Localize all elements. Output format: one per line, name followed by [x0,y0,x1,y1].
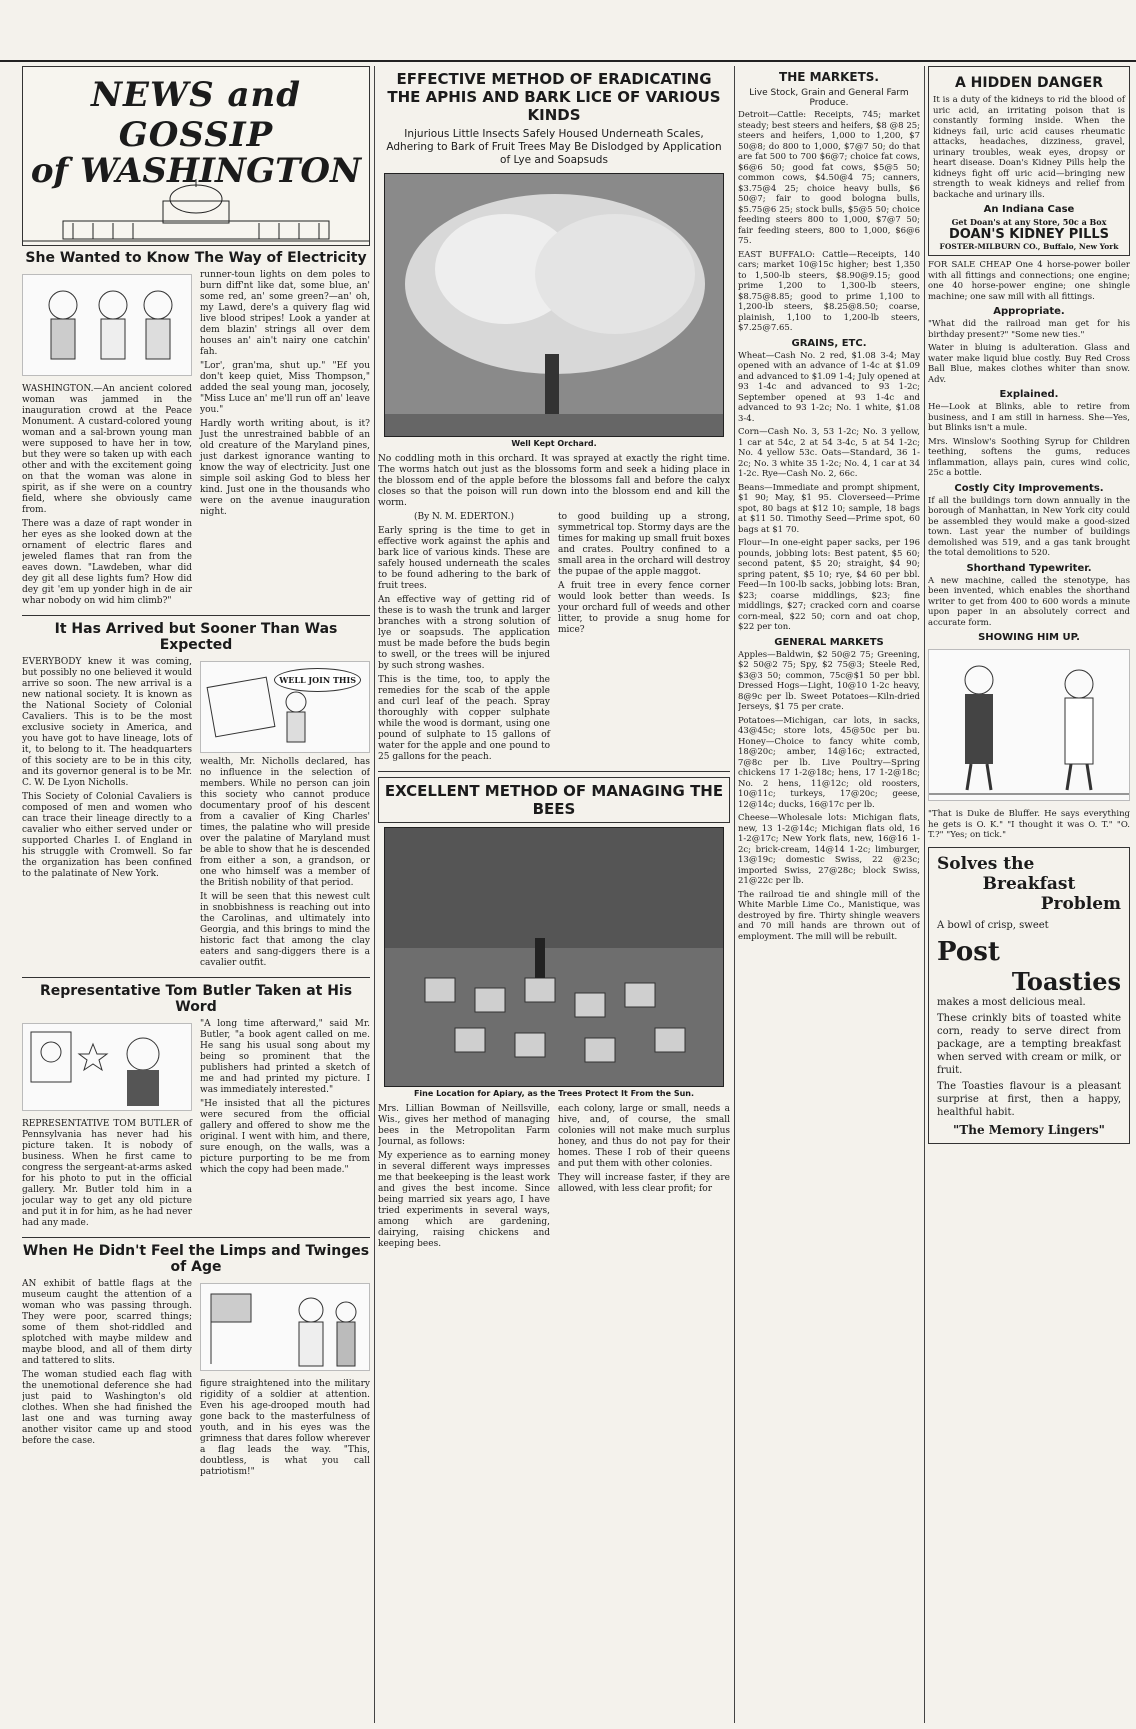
paragraph: It will be seen that this newest cult in snobbishness is reaching out into the Carolinas, and ultimately into Georgia, and this brings to mind the historic fact that among the clay eaters and sang-diggers there is a cavalier outfit. [200,892,370,968]
column-rule [374,66,375,1723]
paragraph: There was a daze of rapt wonder in her eyes as she looked down at the ornament of electric flares and jeweled flames that ran from the eaves down. "Lawdeben, whar did dey git all dese lights fum? How did dey git 'em up yonder high in de air whar nobody on wid him climb?" [22,519,192,606]
paragraph: "He insisted that all the pictures were secured from the official gallery and offered to show me the original. I went with him, and there, sure enough, on the walls, was a picture purporting to be me from which the copy had been made." [200,1099,370,1175]
paragraph: This is the time, too, to apply the remedies for the scab of the apple and curl leaf of the peach. Spray thoroughly with copper sulphate while the wood is dormant, using one pound of sulphate to 15 gallons of water for the apple and one pound to 25 gallons for the peach. [378,675,550,762]
ad-line: Problem [1040,893,1121,914]
paragraph: "A long time afterward," said Mr. Butler, "a book agent called on me. He sang his usual song about my being so prominent that the publishers had printed a sketch of me and had printed my picture. I was immediately interested." [200,1019,370,1095]
cartoon-illustration [200,661,370,753]
paragraph: Corn—Cash No. 3, 53 1-2c; No. 3 yellow, 1 car at 54c, 2 at 54 3-4c, 5 at 54 1-2c; No. 4 yellow 53c. Oats—Standard, 36 1-2c; No. 3 white 35 1-2c; No. 4, 1 car at 34 1-2c. Rye—Cash No. 2, 66c. [738,427,920,479]
woman-illustration [22,274,192,376]
explained-head: Explained. [999,389,1059,400]
paragraph: "What did the railroad man get for his birthday present?" "Some new ties." [928,319,1130,340]
masthead-subtitle: of WASHINGTON [30,151,362,191]
apiary-drawing [385,828,724,1086]
paragraph: He—Look at Blinks, able to retire from business, and I am still in harness. She—Yes, but Blinks isn't a mule. [928,402,1130,433]
headline-bees: EXCELLENT METHOD OF MANAGING THE BEES [378,777,730,823]
paragraph: WASHINGTON.—An ancient colored woman was jammed in the inauguration crowd at the Peace Monument. A custard-colored young woman and a sal-brown young man were supposed to have her in tow, but they were so taken up with each other and with the excitement going on that the woman was alone in spirit, as if she were on a country field, where she obviously came from. [22,384,192,515]
paragraph: EAST BUFFALO: Cattle—Receipts, 140 cars; market 10@15c higher; best 1,350 to 1,500-lb steers, $8.90@9.15; good prime 1,200 to 1,300-lb steers, $8.75@8.85; good to prime 1,100 to 1,200-lb steers, $8.25@8.50; coarse, plainish, 1,100 to 1,200-lb steers, $7.25@7.65. [738,249,920,333]
ad-line: A bowl of crisp, sweet [937,919,1049,931]
paragraph: This Society of Colonial Cavaliers is composed of men and women who can trace their lineage directly to a cavalier who either served under or supported Charles I. of England in his struggle with Cromwell. So far the organization has been confined to the palatinate of New York. [22,792,192,879]
divider [378,771,730,772]
headline-aphis: EFFECTIVE METHOD OF ERADICATING THE APHIS AND BARK LICE OF VARIOUS KINDS [387,70,721,124]
paragraph: Potatoes—Michigan, car lots, in sacks, 43@45c; store lots, 45@50c per bu. Honey—Choice to fancy white comb, 18@20c; amber, 14@16c; extracted, 7@8c per lb. Live Poultry—Spring chickens 17 1-2@18c; hens, 17 1-2@18c; No. 2 hens, 11@12c; old roosters, 10@11c; turkeys, 17@20c; geese, 12@14c; ducks, 16@17c per lb. [738,715,920,810]
paragraph: Water in bluing is adulteration. Glass and water make liquid blue costly. Buy Red Cross Ball Blue, makes clothes whiter than snow. Adv. [928,343,1130,385]
paragraph: The Toasties flavour is a pleasant surprise at first, then a happy, healthful habit. [937,1080,1121,1118]
markets-subhead: Live Stock, Grain and General Farm Produce. [749,88,909,108]
column-ads [928,66,1130,1723]
for-sale-notice: FOR SALE CHEAP One 4 horse-power boiler with all fittings and connections; one engine; one 40 horse-power engine; one shingle machine; one saw mill with all fittings. [928,260,1130,302]
ad-tagline: "The Memory Lingers" [953,1122,1105,1137]
masthead-title: NEWS and GOSSIP [90,75,302,155]
paragraph: Wheat—Cash No. 2 red, $1.08 3-4; May opened with an advance of 1-4c at $1.09 and advanced to $1.09 1-4; July opened at 93 1-4c and advanced to 93 1-2c; September opened at 93 1-4c and advanced to 93 1-2c; No. 1 white, $1.08 3-4. [738,350,920,424]
top-rule [0,60,1136,62]
paragraph: Hardly worth writing about, is it? Just the unrestrained babble of an old creature of the Maryland pines, just darkest ignorance wanting to know the way of electricity. Just one simple soil asking God to bless her kind. Just one in the thousands who were on the avenue inauguration night. [200,419,370,517]
deck: Injurious Little Insects Safely Housed Underneath Scales, Adhering to Bark of Fruit Trees May Be Dislodged by Application of Lye and Soapsuds [386,128,722,166]
appropriate-head: Appropriate. [993,306,1065,317]
markets-headline: THE MARKETS. [779,70,879,84]
flags-illustration [200,1283,370,1371]
paragraph: It is a duty of the kidneys to rid the blood of uric acid, an irritating poison that is constantly forming inside. When the kidneys fail, uric acid causes rheumatic attacks, headaches, dizziness, gravel, urinary troubles, weak eyes, dropsy or heart disease. Doan's Kidney Pills help the kidneys fight off uric acid—bringing new strength to weak kidneys and relief from backache and urinary ills. [933,95,1125,200]
paragraph: REPRESENTATIVE TOM BUTLER of Pennsylvania has never had his picture taken. It is nobody of business. When he first came to congress the sergeant-at-arms asked for his photo to put in the official gallery. Mr. Butler told him in a jocular way to get any old picture and put it in for him, as he had never had any made. [22,1119,193,1228]
ad-line: Solves the [937,853,1035,874]
paragraph: Flour—In one-eight paper sacks, per 196 pounds, jobbing lots: Best patent, $5 60; second patent, $5 20; straight, $4 90; spring patent, $5 10; rye, $4 60 per bbl. Feed—In 100-lb sacks, jobbing lots: Bran, $23; coarse middlings, $23; fine middlings, $27; cracked corn and coarse corn-meal, $22 50; corn and oat chop, $22 per ton. [738,538,920,632]
paragraph: The railroad tie and shingle mill of the White Marble Lime Co., Manistique, was destroyed by fire. Thirty shingle weavers and 70 mill hands are thrown out of employment. The mill will be rebuilt. [738,889,920,942]
ad-price: Get Doan's at any Store, 50c a Box [951,217,1107,227]
costly-head: Costly City Improvements. [954,482,1104,494]
paragraph: Mrs. Winslow's Soothing Syrup for Children teething, softens the gums, reduces inflammation, allays pain, cures wind colic, 25c a bottle. [928,436,1130,478]
headline-flags: When He Didn't Feel the Limps and Twinges of Age [22,1243,370,1275]
apiary-photo [384,827,724,1087]
byline: (By N. M. EDERTON.) [413,512,515,522]
paragraph: A fruit tree in every fence corner would look better than weeds. Is your orchard full of weeds and other litter, to provide a snug home for mice? [558,581,730,635]
paragraph: The woman studied each flag with the unemotional deference she had just paid to Washington's old clothes. When she had finished the last one and was turning away another visitor came up and stood before the case. [22,1370,192,1446]
shorthand-head: Shorthand Typewriter. [966,562,1092,574]
paragraph: wealth, Mr. Nicholls declared, has no influence in the selection of members. While no person can join this society who cannot produce documentary proof of his descent from a cavalier of King Charles' times, the palatine who will preside over the palatine of Maryland must be able to show that he is descended from either a son, a grandson, or one who himself was a member of the British nobility of that period. [200,757,370,888]
masthead [22,66,370,246]
headline-electricity: She Wanted to Know The Way of Electricity [25,250,367,266]
post-toasties-ad [928,847,1130,1144]
paragraph: "Lor', gran'ma, shut up." "Ef you don't keep quiet, Miss Thompson," added the seal young man, jocosely, "Miss Luce an' me'll run off an' leave you." [200,361,370,415]
doans-ad [928,66,1130,256]
ad-brand-toasties: Toasties [1011,966,1121,996]
column-gossip [22,66,370,1723]
paragraph: These crinkly bits of toasted white corn, ready to serve direct from package, are a tempting breakfast when served with cream or milk, or fruit. [937,1012,1121,1076]
portrait-illustration [22,1023,192,1111]
paragraph: runner-toun lights on dem poles to burn diff'nt like dat, some blue, an' some red, an' some green?—an' oh, my Lawd, dere's a quivery flag wid live blood stripes! Look a yander at dem blazin' strings all over dem houses an' ain't nairy one catchin' fah. [200,270,370,357]
paragraph: Early spring is the time to get in effective work against the aphis and bark lice of various kinds. These are safely housed underneath the scales to be found adhering to the bark of fruit trees. [378,526,550,591]
grains-subhead: GRAINS, ETC. [791,337,867,349]
capitol-illustration [23,175,369,245]
paragraph: No coddling moth in this orchard. It was sprayed at exactly the right time. The worms hatch out just as the blossoms form and seek a hiding place in the blossom end of the apple before the blossoms fall and before the calyx closes so that the poison will run down into the blossom end and kill the worm. [378,454,730,508]
divider [22,977,370,978]
paragraph: figure straightened into the military rigidity of a soldier at attention. Even his age-drooped mouth had gone back to the masterfulness of youth, and in his eyes was the grimness that dares follow wherever a flag leads the way. "This, doubtless, is what you call patriotism!" [200,1379,370,1477]
ad-brand: DOAN'S KIDNEY PILLS [949,227,1109,242]
ad-line: Breakfast [982,873,1076,894]
paragraph: makes a most delicious meal. [937,996,1086,1008]
paragraph: each colony, large or small, needs a hive, and, of course, the small colonies will not make much surplus honey, and thus do not pay for their homes. These I rob of their queens and put them with other colonies. [558,1104,730,1169]
column-rule [924,66,925,1723]
photo-caption: Well Kept Orchard. [511,439,597,448]
cartoon-caption: "That is Duke de Bluffer. He says everything he gets is O. K." "I thought it was O. T." "O. T.?" "Yes; on tick." [928,809,1130,840]
orchard-drawing [385,174,724,436]
headline-cavaliers: It Has Arrived but Sooner Than Was Expected [54,621,338,653]
paragraph: They will increase faster, if they are allowed, with less clear profit; for [558,1173,730,1194]
paragraph: Beans—Immediate and prompt shipment, $1 90; May, $1 95. Cloverseed—Prime spot, 80 bags at $12 10; sample, 18 bags at $11 50. Timothy Seed—Prime spot, 60 bags at $1 70. [738,482,920,535]
paragraph: Apples—Baldwin, $2 50@2 75; Greening, $2 50@2 75; Spy, $2 75@3; Steele Red, $3@3 50; common, 75c@$1 50 per bbl. Dressed Hogs—Light, 10@10 1-2c heavy, 8@9c per lb. Sweet Potatoes—Kiln-dried Jerseys, $1 75 per crate. [738,649,920,712]
column-rule [734,66,735,1723]
photo-caption: Fine Location for Apiary, as the Trees Protect It From the Sun. [413,1089,695,1098]
paragraph: If all the buildings torn down annually in the borough of Manhattan, in New York city could be assembled they would make a good-sized town. Last year the number of buildings demolished was 519, and a gas tank brought the total demolitions to 520. [928,495,1130,558]
paragraph: My experience as to earning money in several different ways impresses me that beekeeping is the least work and gives the best income. Since being married six years ago, I have tried experiments in several ways, among which are gardening, dairying, raising chickens and keeping bees. [378,1151,550,1249]
cartoon-figures [928,649,1130,801]
cartoon-head: SHOWING HIM UP. [978,632,1080,643]
paragraph: Detroit—Cattle: Receipts, 745; market steady; best steers and heifers, $8 @8 25; steers and heifers, 1,000 to 1,200, $7 50@8; do 800 to 1,000, $7@7 50; do that are fat 500 to 700 $6@7; choice fat cows, $6@6 50; good fat cows, $5@5 50; common cows, $4.50@4 75; canners, $3.75@4 25; choice heavy bulls, $6 50@7; fair to good bologna bulls, $5.75@6 25; stock bulls, $5@5 50; choice feeding steers 800 to 1,000, $7@7 50; fair feeding steers, 800 to 1,000, $6@6 75. [738,110,920,246]
headline-butler: Representative Tom Butler Taken at His Word [39,983,353,1015]
divider [22,615,370,616]
ad-headline: A HIDDEN DANGER [954,75,1104,91]
paragraph: Cheese—Wholesale lots: Michigan flats, new, 13 1-2@14c; Michigan flats old, 16 1-2@17c; New York flats, new, 16@16 1-2c; brick-cream, 14@14 1-2c; limburger, 13@19c; domestic Swiss, 22 @23c; imported Swiss, 27@28c; block Swiss, 21@22c per lb. [738,813,920,886]
orchard-photo [384,173,724,437]
ad-brand-post: Post [937,936,1000,967]
paragraph: EVERYBODY knew it was coming, but possibly no one believed it would arrive so soon. The new arrival is a new national society. It is known as the National Society of Colonial Cavaliers. This is to be the most exclusive society in America, and you have got to have lineage, lots of it, to belong to it. The headquarters of this society are to be in this city, and its governor general is to be Mr. C. W. De Lyon Nicholls. [22,657,192,788]
paragraph: AN exhibit of battle flags at the museum caught the attention of a woman who was passing through. They were poor, scarred things; some of them shot-riddled and splotched with maybe mildew and maybe blood, and all of them dirty and tattered to slits. [22,1279,192,1366]
paragraph: An effective way of getting rid of these is to wash the trunk and larger branches with a strong solution of lye or soapsuds. The application must be made before the buds begin to swell, or the trees will be injured by such strong washes. [378,595,550,671]
paragraph: Mrs. Lillian Bowman of Neillsville, Wis., gives her method of managing bees in the Metropolitan Farm Journal, as follows: [378,1104,550,1147]
paragraph: A new machine, called the stenotype, has been invented, which enables the shorthand writer to get from 400 to 600 words a minute upon paper in an absolutely correct and accurate form. [928,575,1130,628]
ad-maker: FOSTER-MILBURN CO., Buffalo, New York [939,242,1119,251]
ad-case-head: An Indiana Case [983,204,1075,215]
column-markets [738,66,920,1723]
divider [22,1237,370,1238]
general-markets-subhead: GENERAL MARKETS [774,636,884,648]
cartoon-sign: WELL JOIN THIS [274,668,361,692]
paragraph: to good building up a strong, symmetrical top. Stormy days are the times for making up small fruit boxes and crates. Poultry confined to a small area in the orchard will destroy the pupae of the apple maggot. [558,512,730,577]
column-farm [378,66,730,1723]
